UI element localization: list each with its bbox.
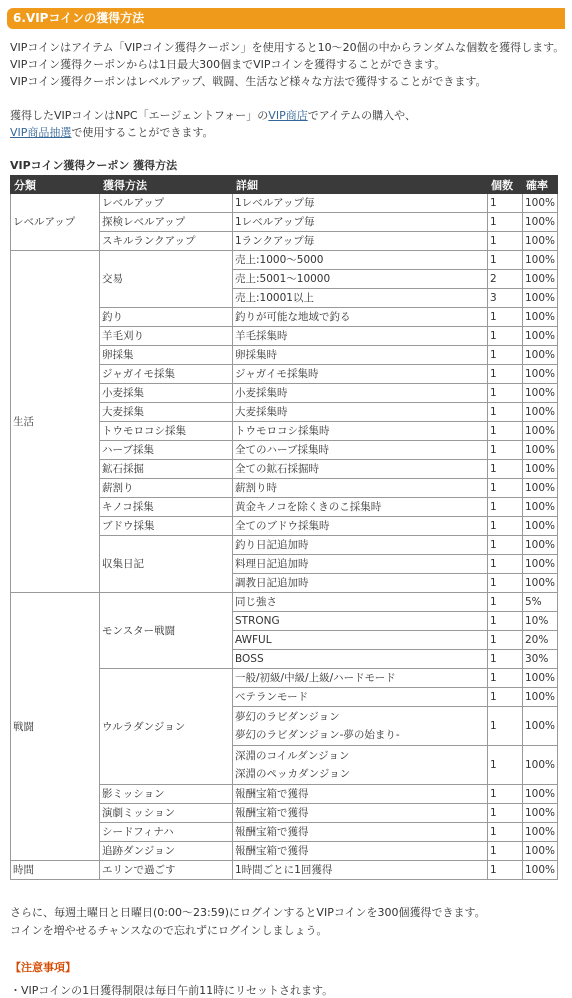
rate-cell: 100% bbox=[523, 669, 558, 688]
rate-cell: 100% bbox=[523, 785, 558, 804]
rate-cell: 100% bbox=[523, 707, 558, 746]
detail-cell: 羊毛採集時 bbox=[233, 327, 488, 346]
header-category: 分類 bbox=[11, 176, 100, 194]
detail-cell bbox=[233, 707, 488, 746]
rate-cell: 100% bbox=[523, 327, 558, 346]
rate-cell: 100% bbox=[523, 270, 558, 289]
table-row bbox=[11, 593, 558, 612]
detail-cell: 売上:5001～10000 bbox=[233, 270, 488, 289]
detail-cell: 黄金キノコを除くきのこ採集時 bbox=[233, 498, 488, 517]
table-row bbox=[11, 251, 558, 270]
method-cell: 交易 bbox=[100, 251, 233, 308]
count-cell: 1 bbox=[488, 555, 523, 574]
detail-cell: 調教日記追加時 bbox=[233, 574, 488, 593]
header-count: 個数 bbox=[488, 176, 523, 194]
method-cell: 大麦採集 bbox=[100, 403, 233, 422]
detail-cell: 報酬宝箱で獲得 bbox=[233, 842, 488, 861]
count-cell: 1 bbox=[488, 327, 523, 346]
detail-cell: STRONG bbox=[233, 612, 488, 631]
count-cell: 1 bbox=[488, 707, 523, 746]
rate-cell: 100% bbox=[523, 403, 558, 422]
method-cell: 演劇ミッション bbox=[100, 804, 233, 823]
detail-cell: 同じ強さ bbox=[233, 593, 488, 612]
detail-cell: 大麦採集時 bbox=[233, 403, 488, 422]
method-cell: ハーブ採集 bbox=[100, 441, 233, 460]
method-cell: トウモロコシ採集 bbox=[100, 422, 233, 441]
method-cell: 追跡ダンジョン bbox=[100, 842, 233, 861]
rate-cell: 100% bbox=[523, 804, 558, 823]
count-cell: 1 bbox=[488, 536, 523, 555]
detail-cell: 全てのハーブ採集時 bbox=[233, 441, 488, 460]
rate-cell: 100% bbox=[523, 517, 558, 536]
count-cell: 1 bbox=[488, 823, 523, 842]
intro-text bbox=[10, 39, 565, 141]
detail-cell: 売上:10001以上 bbox=[233, 289, 488, 308]
rate-cell: 100% bbox=[523, 555, 558, 574]
vip-shop-link[interactable]: VIP商店 bbox=[268, 109, 308, 122]
rate-cell: 100% bbox=[523, 346, 558, 365]
detail-cell: 報酬宝箱で獲得 bbox=[233, 785, 488, 804]
weekend-bonus-text bbox=[10, 904, 565, 940]
rate-cell: 100% bbox=[523, 479, 558, 498]
rate-cell: 100% bbox=[523, 498, 558, 517]
header-detail: 詳細 bbox=[233, 176, 488, 194]
header-rate: 確率 bbox=[523, 176, 558, 194]
method-cell: 釣り bbox=[100, 308, 233, 327]
rate-cell: 100% bbox=[523, 422, 558, 441]
count-cell: 1 bbox=[488, 422, 523, 441]
count-cell: 1 bbox=[488, 517, 523, 536]
rate-cell: 100% bbox=[523, 194, 558, 213]
count-cell: 1 bbox=[488, 251, 523, 270]
detail-line: 夢幻のラビダンジョン bbox=[235, 711, 340, 723]
detail-cell: ジャガイモ採集時 bbox=[233, 365, 488, 384]
category-cell: 時間 bbox=[11, 861, 100, 880]
rate-cell: 100% bbox=[523, 308, 558, 327]
detail-cell: 1レベルアップ毎 bbox=[233, 194, 488, 213]
count-cell: 1 bbox=[488, 669, 523, 688]
rate-cell: 100% bbox=[523, 251, 558, 270]
rate-cell: 10% bbox=[523, 612, 558, 631]
intro-line: VIPコイン獲得クーポンからは1日最大300個までVIPコインを獲得することができます。 bbox=[10, 58, 446, 71]
detail-cell: 1レベルアップ毎 bbox=[233, 213, 488, 232]
detail-cell: 1ランクアップ毎 bbox=[233, 232, 488, 251]
detail-cell: 報酬宝箱で獲得 bbox=[233, 823, 488, 842]
count-cell: 1 bbox=[488, 631, 523, 650]
method-cell: 卵採集 bbox=[100, 346, 233, 365]
rate-cell: 100% bbox=[523, 861, 558, 880]
method-cell: 収集日記 bbox=[100, 536, 233, 593]
detail-line: 夢幻のラビダンジョン-夢の始まり- bbox=[235, 729, 400, 741]
count-cell: 1 bbox=[488, 785, 523, 804]
count-cell: 1 bbox=[488, 403, 523, 422]
count-cell: 1 bbox=[488, 612, 523, 631]
table-header-row bbox=[11, 176, 558, 194]
category-cell: 生活 bbox=[11, 251, 100, 593]
intro-text-segment: で使用することができます。 bbox=[71, 126, 214, 139]
count-cell: 1 bbox=[488, 232, 523, 251]
method-cell: ウルラダンジョン bbox=[100, 669, 233, 785]
detail-cell bbox=[233, 746, 488, 785]
bonus-line: コインを増やせるチャンスなので忘れずにログインしましょう。 bbox=[10, 924, 328, 937]
method-cell: モンスター戦闘 bbox=[100, 593, 233, 669]
method-cell: 影ミッション bbox=[100, 785, 233, 804]
detail-cell: ベテランモード bbox=[233, 688, 488, 707]
table-row bbox=[11, 194, 558, 213]
intro-line bbox=[10, 124, 565, 141]
detail-cell: 釣りが可能な地域で釣る bbox=[233, 308, 488, 327]
count-cell: 1 bbox=[488, 384, 523, 403]
category-cell: 戦闘 bbox=[11, 593, 100, 861]
detail-cell: 売上:1000～5000 bbox=[233, 251, 488, 270]
rate-cell: 100% bbox=[523, 289, 558, 308]
rate-cell: 100% bbox=[523, 574, 558, 593]
category-cell: レベルアップ bbox=[11, 194, 100, 251]
detail-cell: 小麦採集時 bbox=[233, 384, 488, 403]
notes-heading: 【注意事項】 bbox=[10, 961, 76, 974]
section-title: 6.VIPコインの獲得方法 bbox=[7, 8, 565, 29]
count-cell: 1 bbox=[488, 479, 523, 498]
method-cell: シードフィナハ bbox=[100, 823, 233, 842]
count-cell: 1 bbox=[488, 308, 523, 327]
detail-cell: 卵採集時 bbox=[233, 346, 488, 365]
count-cell: 1 bbox=[488, 574, 523, 593]
count-cell: 1 bbox=[488, 365, 523, 384]
detail-cell: トウモロコシ採集時 bbox=[233, 422, 488, 441]
table-title: VIPコイン獲得クーポン 獲得方法 bbox=[10, 159, 178, 172]
detail-cell: BOSS bbox=[233, 650, 488, 669]
intro-line: VIPコイン獲得クーポンはレベルアップ、戦闘、生活など様々な方法で獲得することができます。 bbox=[10, 75, 487, 88]
detail-cell: 全ての鉱石採掘時 bbox=[233, 460, 488, 479]
method-cell: スキルランクアップ bbox=[100, 232, 233, 251]
count-cell: 2 bbox=[488, 270, 523, 289]
count-cell: 1 bbox=[488, 441, 523, 460]
coupon-acquisition-table bbox=[10, 175, 558, 880]
rate-cell: 100% bbox=[523, 842, 558, 861]
count-cell: 1 bbox=[488, 650, 523, 669]
rate-cell: 100% bbox=[523, 823, 558, 842]
detail-cell: AWFUL bbox=[233, 631, 488, 650]
rate-cell: 100% bbox=[523, 688, 558, 707]
count-cell: 1 bbox=[488, 804, 523, 823]
detail-cell: 釣り日記追加時 bbox=[233, 536, 488, 555]
table-row bbox=[11, 861, 558, 880]
rate-cell: 100% bbox=[523, 536, 558, 555]
count-cell: 1 bbox=[488, 460, 523, 479]
detail-line: 深淵のコイルダンジョン bbox=[235, 750, 350, 762]
count-cell: 1 bbox=[488, 346, 523, 365]
detail-line: 深淵のペッカダンジョン bbox=[235, 768, 351, 780]
rate-cell: 100% bbox=[523, 213, 558, 232]
vip-lottery-link[interactable]: VIP商品抽選 bbox=[10, 126, 72, 139]
method-cell: ジャガイモ採集 bbox=[100, 365, 233, 384]
detail-cell: 一般/初級/中級/上級/ハードモード bbox=[233, 669, 488, 688]
rate-cell: 20% bbox=[523, 631, 558, 650]
method-cell: 薪割り bbox=[100, 479, 233, 498]
count-cell: 1 bbox=[488, 593, 523, 612]
count-cell: 1 bbox=[488, 194, 523, 213]
method-cell: キノコ採集 bbox=[100, 498, 233, 517]
count-cell: 1 bbox=[488, 842, 523, 861]
method-cell: 探検レベルアップ bbox=[100, 213, 233, 232]
detail-cell: 薪割り時 bbox=[233, 479, 488, 498]
intro-text-segment: 獲得したVIPコインはNPC「エージェントフォー」の bbox=[10, 109, 269, 122]
rate-cell: 100% bbox=[523, 384, 558, 403]
count-cell: 1 bbox=[488, 688, 523, 707]
rate-cell: 30% bbox=[523, 650, 558, 669]
count-cell: 1 bbox=[488, 746, 523, 785]
rate-cell: 100% bbox=[523, 746, 558, 785]
bonus-line: さらに、毎週土曜日と日曜日(0:00～23:59)にログインするとVIPコインを300個獲得できます。 bbox=[10, 906, 486, 919]
rate-cell: 5% bbox=[523, 593, 558, 612]
method-cell: エリンで過ごす bbox=[100, 861, 233, 880]
header-method: 獲得方法 bbox=[100, 176, 233, 194]
rate-cell: 100% bbox=[523, 441, 558, 460]
rate-cell: 100% bbox=[523, 365, 558, 384]
method-cell: ブドウ採集 bbox=[100, 517, 233, 536]
count-cell: 3 bbox=[488, 289, 523, 308]
method-cell: 羊毛刈り bbox=[100, 327, 233, 346]
method-cell: 小麦採集 bbox=[100, 384, 233, 403]
intro-text-segment: でアイテムの購入や、 bbox=[307, 109, 416, 122]
method-cell: レベルアップ bbox=[100, 194, 233, 213]
intro-line: VIPコインはアイテム「VIPコイン獲得クーポン」を使用すると10～20個の中からランダムな個数を獲得します。 bbox=[10, 41, 565, 54]
detail-cell: 全てのブドウ採集時 bbox=[233, 517, 488, 536]
count-cell: 1 bbox=[488, 498, 523, 517]
count-cell: 1 bbox=[488, 213, 523, 232]
rate-cell: 100% bbox=[523, 232, 558, 251]
intro-line bbox=[10, 107, 565, 124]
count-cell: 1 bbox=[488, 861, 523, 880]
detail-cell: 料理日記追加時 bbox=[233, 555, 488, 574]
rate-cell: 100% bbox=[523, 460, 558, 479]
notes-line: ・VIPコインの1日獲得制限は毎日午前11時にリセットされます。 bbox=[10, 984, 334, 997]
method-cell: 鉱石採掘 bbox=[100, 460, 233, 479]
detail-cell: 報酬宝箱で獲得 bbox=[233, 804, 488, 823]
detail-cell: 1時間ごとに1回獲得 bbox=[233, 861, 488, 880]
